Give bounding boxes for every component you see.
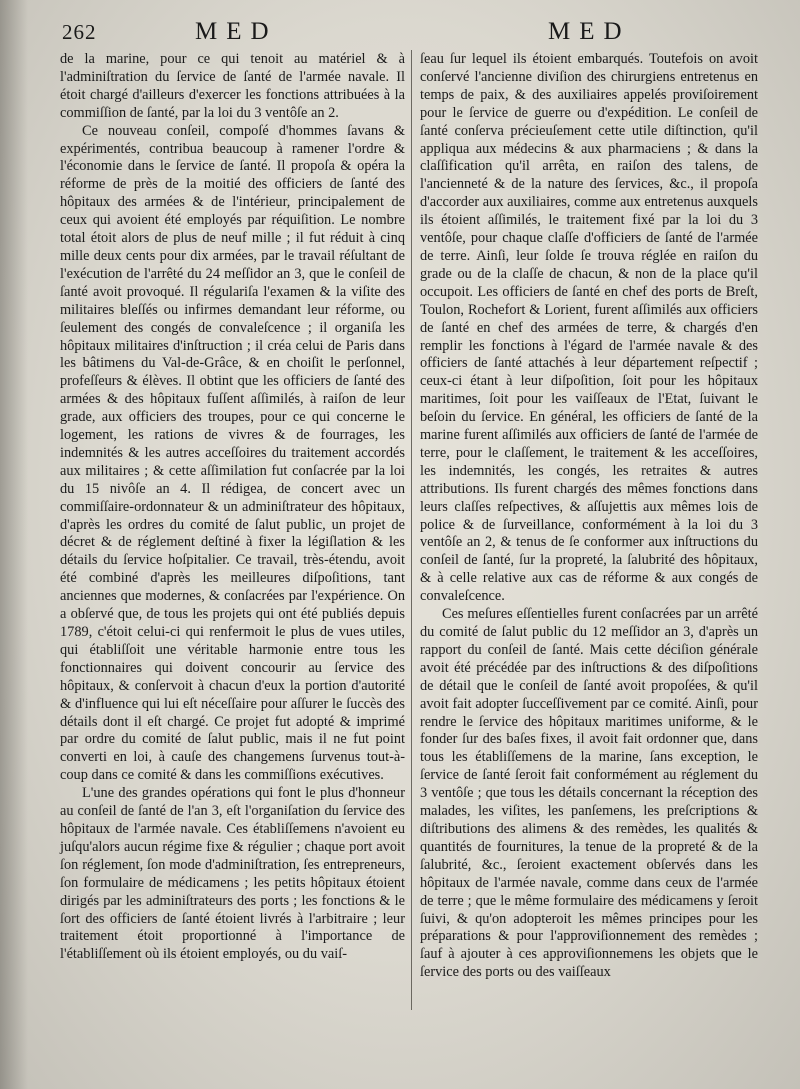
paragraph: ſeau ſur lequel ils étoient embarqués. Toutefois on avoit conſervé l'ancienne diviſion des chirurgiens entretenus en temps de paix, & des auxiliaires appelés proviſoirement pour le ſervice de guerre ou d'expédition. Le conſeil de ſanté conſerva précieuſement cette utile diſtinction, qu'il appliqua aux médecins & aux pharmaciens ; & dans la claſſification qu'il arrêta, en raiſon des talens, de l'ancienneté & de la nature des ſervices, &c., il propoſa d'accorder aux auxiliaires, comme aux entretenus auxquels ils étoient aſſimilés, le traitement fixé par la loi du 3 ventôſe, pour chaque claſſe d'officiers de ſanté de l'armée de terre. Ainſi, leur ſolde ſe trouva réglée en raiſon du grade ou de la claſſe de chacun, & non de la place qu'il occupoit. Les officiers de ſanté en chef des ports de Breſt, Toulon, Rochefort & Lorient, furent aſſimilés aux officiers de ſanté en chef des armées de terre, & chargés d'en remplir les fonctions à l'égard de l'armée navale & des officiers de ſanté attachés à leur département reſpectif ; ceux-ci étant à leur diſpoſition, ſoit pour les hôpitaux maritimes, ſoit pour les vaiſſeaux de l'Etat, ſuivant le beſoin du ſervice. En général, les officiers de ſanté de la marine furent aſſimilés aux officiers de ſanté de l'armée de terre, pour le claſſement, le traitement & les acceſſoires, les indemnités, les congés, les retraites & autres attributions. Ils furent chargés des mêmes fonctions dans leurs claſſes reſpectives, & aſſujettis aux mêmes lois de police & de ſurveillance, conformément à la loi du 3 ventôſe an 2, & tenus de ſe conformer aux inſtructions du conſeil de ſanté, ſur la propreté, la ſalubrité des hôpitaux, & à celle relative aux cas de réforme & aux congés de convaleſcence. [420, 51, 758, 605]
binding-shadow [0, 0, 28, 1089]
left-running-title: MED [195, 18, 278, 45]
page-number: 262 [62, 20, 97, 44]
paragraph: de la marine, pour ce qui tenoit au matériel & à l'adminiſtration du ſervice de ſanté de l'armée navale. Il étoit chargé d'ailleurs d'exercer les fonctions attribuées à la commiſſion de ſanté, par la loi du 3 ventôſe an 2. [60, 51, 405, 121]
paragraph: Ces meſures eſſentielles furent conſacrées par un arrêté du comité de ſalut public du 12 meſſidor an 3, d'après un rapport du conſeil de ſanté. Mais cette déciſion générale avoit été précédée par des inſtructions & des diſpoſitions de détail que le conſeil de ſanté avoit propoſées, & qu'il avoit fait adopter ſucceſſivement par ce comité. Ainſi, pour rendre le ſervice des hôpitaux maritimes uniforme, & le fonder ſur des baſes fixes, il avoit fait ordonner que, dans tous les établiſſemens de la marine, ſans exception, le ſervice de ſanté ſeroit fait conformément au réglement du 3 ventôſe ; que tous les détails concernant la réception des malades, les viſites, les panſemens, les preſcriptions & diſtributions des alimens & des remèdes, les qualités & quantités de fournitures, la tenue de la propreté & de la ſalubrité, &c., ſeroient exactement obſervés dans les hôpitaux de l'armée navale, comme dans ceux de l'armée de terre ; que le même formulaire des médicamens y ſeroit ſuivi, & qu'on adopteroit les mêmes principes pour les préparations & pour l'approviſionnement des remèdes ; ſauf à ajouter à ces approviſionnemens les objets que le ſervice des ports ou des vaiſſeaux [420, 606, 758, 981]
paragraph: Ce nouveau conſeil, compoſé d'hommes ſavans & expérimentés, contribua beaucoup à ramener l'ordre & l'économie dans le ſervice de ſanté. Il propoſa & opéra la réforme de près de la moitié des officiers de ſanté des hôpitaux des armées & de l'intérieur, principalement de ceux qui avoient été employés par réquiſition. Le nombre total étoit alors de plus de neuf mille ; il fut réduit à cinq mille deux cents pour dix armées, par le travail réſultant de l'exécution de l'arrêté du 24 meſſidor an 3, que le conſeil de ſanté avoit provoqué. Il régulariſa l'examen & la viſite des militaires bleſſés ou infirmes demandant leur réforme, ou ſeulement des congés de convaleſcence ; il organiſa les hôpitaux militaires d'inſtruction ; il créa celui de Paris dans les bâtimens du Val-de-Grâce, & en choiſit le perſonnel, profeſſeurs & élèves. Il obtint que les officiers de ſanté des armées & des hôpitaux fuſſent aſſimilés, à raiſon de leur grade, aux officiers des troupes, pour ce qui concerne le logement, les rations de vivres & de fourrages, les indemnités & les autres acceſſoires du traitement accordés aux militaires ; & cette aſſimilation fut conſacrée par la loi du 15 nivôſe an 4. Il rédigea, de concert avec un commiſſaire-ordonnateur & un adminiſtrateur des hôpitaux, d'après les ordres du comité de ſalut public, un projet de décret & de réglement deſtiné à fixer la légiſlation & les détails du ſervice hoſpitalier. Ce travail, très-étendu, avoit été combiné d'après les meilleures diſpoſitions, tant anciennes que modernes, & conſacrées par l'expérience. On a obſervé que, de tous les projets qui ont été publiés depuis 1789, c'étoit celui-ci qui renfermoit le plus de vues utiles, qui établiſſoit une véritable harmonie entre tous les fonctionnaires qui doivent concourir au ſervice des hôpitaux, & conſervoit à chacun d'eux la portion d'autorité & d'influence qui lui eſt néceſſaire pour aſſurer le ſuccès des détails dont il eſt chargé. Ce projet fut adopté & imprimé par ordre du comité de ſalut public, mais il ne fut point converti en loi, à cauſe des changemens ſurvenus tout-à-coup dans ce comité & dans les commiſſions exécutives. [60, 122, 405, 784]
right-column [420, 51, 758, 982]
running-header [0, 18, 800, 48]
column-rule [411, 50, 412, 1010]
right-running-title: MED [548, 18, 631, 45]
paragraph: L'une des grandes opérations qui font le plus d'honneur au conſeil de ſanté de l'an 3, eſt l'organiſation du ſervice des hôpitaux de l'armée navale. Ces établiſſemens n'avoient eu juſqu'alors aucun régime fixe & régulier ; chaque port avoit ſon réglement, ſon mode d'adminiſtration, ſes entrepreneurs, ſon formulaire de médicamens ; les petits hôpitaux étoient dirigés par les adminiſtrateurs des ports ; les fonctions & le ſort des officiers de ſanté étoient livrés à l'arbitraire ; leur traitement étoit proportionné à l'importance de l'établiſſement où ils étoient employés, ou du vaiſ- [60, 785, 405, 963]
left-column [60, 51, 405, 964]
